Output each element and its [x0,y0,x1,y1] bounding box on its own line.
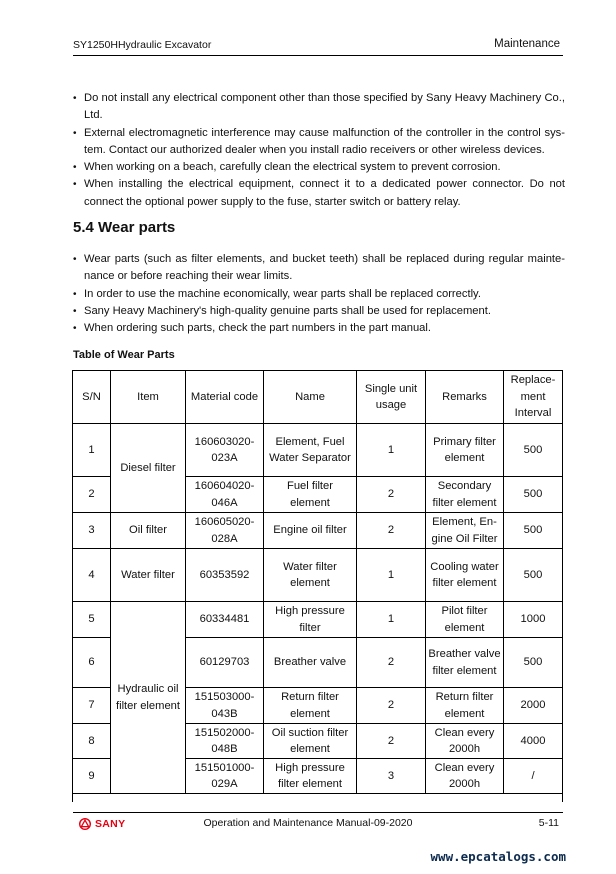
bullet-icon: • [73,162,77,174]
cell-interval: 4000 [504,724,563,759]
table-caption: Table of Wear Parts [73,349,175,361]
bullet-text: Do not install any electrical component other than those specified by Sany Heavy Machinery Co., Ltd. [84,92,565,122]
cell-name: Fuel filter element [264,477,357,513]
header-sn: S/N [73,371,111,424]
cell-name: Engine oil filter [264,513,357,549]
cell-name: Breather valve [264,638,357,688]
header-remarks: Remarks [426,371,504,424]
header-interval: Replace-ment Interval [504,371,563,424]
page-number: 5-11 [538,817,559,829]
bullet-text: In order to use the machine economically, wear parts shall be replaced correctly. [84,287,481,300]
cell-remarks: Cooling water filter element [426,549,504,602]
cell-interval: / [504,759,563,794]
cell-name: Oil suction filter element [264,724,357,759]
bullet-icon: • [73,93,77,104]
cell-usage: 2 [357,638,426,688]
cell-interval: 500 [504,638,563,688]
cell-usage: 2 [357,688,426,724]
cell-sn: 5 [73,602,111,638]
cell-usage: 2 [357,477,426,513]
table-row [73,602,563,638]
cell-code: 160604020-046A [186,477,264,513]
logo-text: SANY [95,818,126,830]
cell-usage: 2 [357,513,426,549]
cell-remarks: Return filter element [426,688,504,724]
bullet-icon: • [73,179,77,191]
cell-code: 151501000-029A [186,759,264,794]
table-row [73,424,563,477]
wear-parts-table [72,370,563,802]
header-item: Item [111,371,186,424]
table-continuation-row [73,794,563,803]
cell-item-group: Oil filter [111,513,186,549]
cell-interval: 500 [504,477,563,513]
cell-name: High pressure filter [264,602,357,638]
intro-bullet-list [73,90,565,211]
bullet-text: When working on a beach, carefully clean the electrical system to prevent corrosion. [84,161,501,174]
cell-code: 60353592 [186,549,264,602]
header-usage: Single unit usage [357,371,426,424]
cell-interval: 500 [504,513,563,549]
bullet-item [73,90,565,125]
cell-usage: 1 [357,602,426,638]
bullet-item [73,125,565,160]
footer-manual-title: Operation and Maintenance Manual-09-2020 [203,817,413,829]
continuation-cell [73,794,563,803]
header-name: Name [264,371,357,424]
section-heading: 5.4 Wear parts [73,219,176,236]
cell-name: Element, Fuel Water Separator [264,424,357,477]
cell-usage: 2 [357,724,426,759]
cell-remarks: Breather valve filter element [426,638,504,688]
bullet-text: External electromagnetic interference may cause malfunction of the controller in the control sys-tem. Contact our authorized dealer when you install radio receivers or other wireless devices. [84,126,565,156]
bullet-icon: • [73,288,77,300]
cell-code: 151503000-043B [186,688,264,724]
running-header-title: SY1250HHydraulic Excavator [73,39,212,51]
header-material-code: Material code [186,371,264,424]
cell-code: 160605020-028A [186,513,264,549]
bullet-icon: • [73,127,77,139]
cell-remarks: Clean every 2000h [426,759,504,794]
cell-remarks: Primary filter element [426,424,504,477]
bullet-text: Sany Heavy Machinery's high-quality genuine parts shall be used for replacement. [84,304,491,317]
bullet-text: Wear parts (such as filter elements, and bucket teeth) shall be replaced during regular mainte-nance or before reaching their wear limits. [84,253,565,283]
cell-sn: 2 [73,477,111,513]
cell-usage: 3 [357,759,426,794]
cell-code: 60334481 [186,602,264,638]
cell-name: Return filter element [264,688,357,724]
bullet-item [73,303,565,320]
cell-item-group: Diesel filter [111,424,186,513]
bullet-item [73,176,565,211]
cell-remarks: Pilot filter element [426,602,504,638]
cell-sn: 6 [73,638,111,688]
cell-usage: 1 [357,424,426,477]
cell-sn: 3 [73,513,111,549]
running-header-section: Maintenance [494,38,560,50]
bullet-icon: • [73,254,77,265]
bullet-item [73,286,565,303]
cell-code: 151502000-048B [186,724,264,759]
cell-sn: 4 [73,549,111,602]
cell-usage: 1 [357,549,426,602]
cell-interval: 500 [504,549,563,602]
footer-rule [73,812,563,813]
bullet-text: When installing the electrical equipment, connect it to a dedicated power connector. Do not connect the optional power supply to the fuse, starter switch or battery relay. [84,178,565,208]
cell-sn: 9 [73,759,111,794]
cell-interval: 2000 [504,688,563,724]
bullet-item [73,159,565,176]
cell-item-group: Hydraulic oil filter element [111,602,186,794]
bullet-icon: • [73,323,77,335]
cell-name: High pressure filter element [264,759,357,794]
watermark-url[interactable]: www.epcatalogs.com [430,849,566,864]
wear-parts-bullet-list [73,251,565,337]
bullet-text: When ordering such parts, check the part numbers in the part manual. [84,322,431,335]
table-header-row [73,371,563,424]
bullet-item [73,320,565,337]
table-row [73,549,563,602]
cell-sn: 8 [73,724,111,759]
table-row [73,513,563,549]
cell-name: Water filter element [264,549,357,602]
bullet-icon: • [73,305,77,317]
cell-remarks: Secondary filter element [426,477,504,513]
cell-sn: 1 [73,424,111,477]
cell-remarks: Element, En-gine Oil Filter [426,513,504,549]
cell-remarks: Clean every 2000h [426,724,504,759]
bullet-item [73,251,565,286]
cell-interval: 1000 [504,602,563,638]
cell-code: 60129703 [186,638,264,688]
cell-interval: 500 [504,424,563,477]
cell-code: 160603020-023A [186,424,264,477]
cell-sn: 7 [73,688,111,724]
cell-item-group: Water filter [111,549,186,602]
header-rule [73,55,563,56]
